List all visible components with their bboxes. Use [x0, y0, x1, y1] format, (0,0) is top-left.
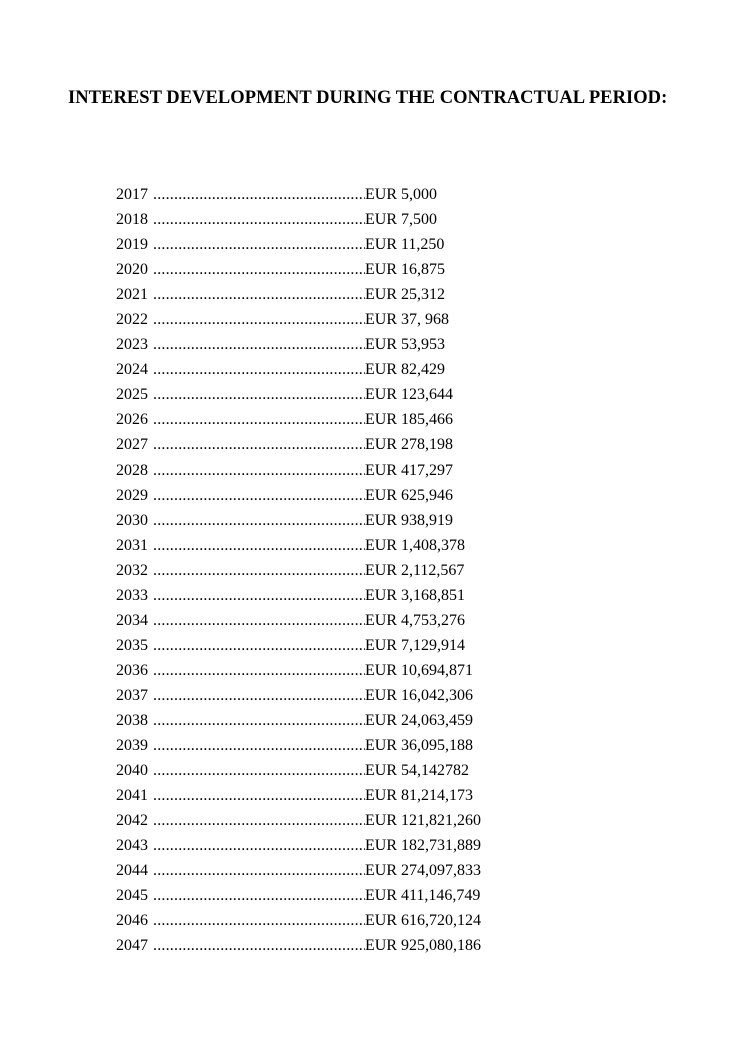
dot-leader [153, 908, 365, 933]
schedule-year: 2017 [116, 186, 148, 203]
dot-leader [153, 332, 365, 357]
schedule-row [116, 883, 481, 908]
schedule-year: 2023 [116, 336, 148, 354]
dot-leader [153, 282, 365, 307]
schedule-year: 2030 [116, 511, 148, 529]
dot-leader [153, 708, 365, 733]
schedule-amount: EUR 54,142782 [365, 762, 469, 780]
schedule-amount: EUR 625,946 [365, 486, 453, 504]
schedule-year: 2024 [116, 361, 148, 379]
dot-leader [153, 533, 365, 558]
schedule-year: 2026 [116, 411, 148, 429]
schedule-year: 2020 [116, 261, 148, 279]
schedule-year: 2036 [116, 661, 148, 679]
schedule-row [116, 207, 481, 232]
schedule-row [116, 282, 481, 307]
schedule-year: 2035 [116, 636, 148, 654]
schedule-row [116, 382, 481, 407]
schedule-year: 2045 [116, 887, 148, 905]
schedule-amount: EUR 274,097,833 [365, 862, 481, 880]
schedule-year: 2032 [116, 561, 148, 579]
schedule-year: 2029 [116, 486, 148, 504]
dot-leader [153, 683, 365, 708]
dot-leader [153, 307, 365, 332]
schedule-row [116, 332, 481, 357]
schedule-year: 2022 [116, 311, 148, 329]
schedule-row [116, 257, 481, 282]
schedule-amount: EUR 2,112,567 [365, 561, 465, 579]
schedule-amount: EUR 185,466 [365, 411, 453, 429]
schedule-row [116, 182, 481, 207]
schedule-amount: EUR 182,731,889 [365, 837, 481, 855]
schedule-row [116, 407, 481, 432]
schedule-year: 2034 [116, 611, 148, 629]
schedule-row [116, 533, 481, 558]
schedule-amount: EUR 1,408,378 [365, 536, 465, 554]
schedule-amount: EUR 925,080,186 [365, 937, 481, 955]
schedule-amount: EUR 11,250 [365, 236, 445, 254]
schedule-amount: EUR 16,042,306 [365, 686, 473, 704]
schedule-amount: EUR 10,694,871 [365, 661, 473, 679]
schedule-year: 2019 [116, 236, 148, 254]
schedule-amount: EUR 4,753,276 [365, 611, 465, 629]
schedule-row [116, 733, 481, 758]
dot-leader [153, 257, 365, 282]
schedule-row [116, 483, 481, 508]
schedule-year: 2040 [116, 762, 148, 780]
dot-leader [153, 808, 365, 833]
dot-leader [153, 733, 365, 758]
schedule-amount: EUR 616,720,124 [365, 912, 481, 930]
schedule-year: 2021 [116, 286, 148, 304]
schedule-amount: EUR 25,312 [365, 286, 445, 304]
schedule-row [116, 232, 481, 257]
dot-leader [153, 583, 365, 608]
dot-leader [153, 182, 365, 207]
dot-leader [153, 558, 365, 583]
schedule-amount: EUR 24,063,459 [365, 711, 473, 729]
schedule-row [116, 833, 481, 858]
document-title: INTEREST DEVELOPMENT DURING THE CONTRACTUAL PERIOD: [68, 88, 668, 108]
interest-schedule-list [116, 182, 481, 958]
schedule-row [116, 508, 481, 533]
schedule-row [116, 933, 481, 958]
schedule-year: 2028 [116, 461, 148, 479]
schedule-amount: EUR 7,129,914 [365, 636, 465, 654]
dot-leader [153, 382, 365, 407]
schedule-row [116, 683, 481, 708]
schedule-amount: EUR 5,000 [365, 186, 437, 203]
schedule-row [116, 658, 481, 683]
schedule-year: 2041 [116, 787, 148, 805]
schedule-year: 2033 [116, 586, 148, 604]
schedule-row [116, 708, 481, 733]
dot-leader [153, 933, 365, 958]
dot-leader [153, 833, 365, 858]
schedule-row [116, 633, 481, 658]
schedule-amount: EUR 16,875 [365, 261, 445, 279]
schedule-year: 2031 [116, 536, 148, 554]
schedule-amount: EUR 82,429 [365, 361, 445, 379]
schedule-row [116, 307, 481, 332]
schedule-row [116, 608, 481, 633]
dot-leader [153, 357, 365, 382]
schedule-amount: EUR 36,095,188 [365, 737, 473, 755]
schedule-row [116, 458, 481, 483]
schedule-row [116, 558, 481, 583]
schedule-year: 2046 [116, 912, 148, 930]
schedule-year: 2037 [116, 686, 148, 704]
schedule-row [116, 432, 481, 457]
dot-leader [153, 432, 365, 457]
schedule-row [116, 858, 481, 883]
schedule-year: 2044 [116, 862, 148, 880]
dot-leader [153, 783, 365, 808]
dot-leader [153, 508, 365, 533]
dot-leader [153, 758, 365, 783]
schedule-year: 2025 [116, 386, 148, 404]
schedule-row [116, 357, 481, 382]
dot-leader [153, 608, 365, 633]
schedule-amount: EUR 7,500 [365, 211, 437, 229]
schedule-row [116, 583, 481, 608]
schedule-amount: EUR 417,297 [365, 461, 453, 479]
schedule-row [116, 908, 481, 933]
schedule-amount: EUR 411,146,749 [365, 887, 481, 905]
schedule-row [116, 758, 481, 783]
dot-leader [153, 483, 365, 508]
schedule-amount: EUR 278,198 [365, 436, 453, 454]
schedule-year: 2043 [116, 837, 148, 855]
schedule-year: 2039 [116, 737, 148, 755]
dot-leader [153, 207, 365, 232]
schedule-amount: EUR 3,168,851 [365, 586, 465, 604]
dot-leader [153, 658, 365, 683]
schedule-amount: EUR 121,821,260 [365, 812, 481, 830]
schedule-row [116, 783, 481, 808]
dot-leader [153, 232, 365, 257]
dot-leader [153, 407, 365, 432]
schedule-amount: EUR 81,214,173 [365, 787, 473, 805]
schedule-row [116, 808, 481, 833]
schedule-amount: EUR 938,919 [365, 511, 453, 529]
schedule-amount: EUR 37, 968 [365, 311, 449, 329]
schedule-year: 2038 [116, 711, 148, 729]
dot-leader [153, 458, 365, 483]
schedule-amount: EUR 123,644 [365, 386, 453, 404]
schedule-year: 2047 [116, 937, 148, 955]
dot-leader [153, 858, 365, 883]
schedule-year: 2018 [116, 211, 148, 229]
dot-leader [153, 633, 365, 658]
schedule-year: 2027 [116, 436, 148, 454]
dot-leader [153, 883, 365, 908]
schedule-year: 2042 [116, 812, 148, 830]
schedule-amount: EUR 53,953 [365, 336, 445, 354]
